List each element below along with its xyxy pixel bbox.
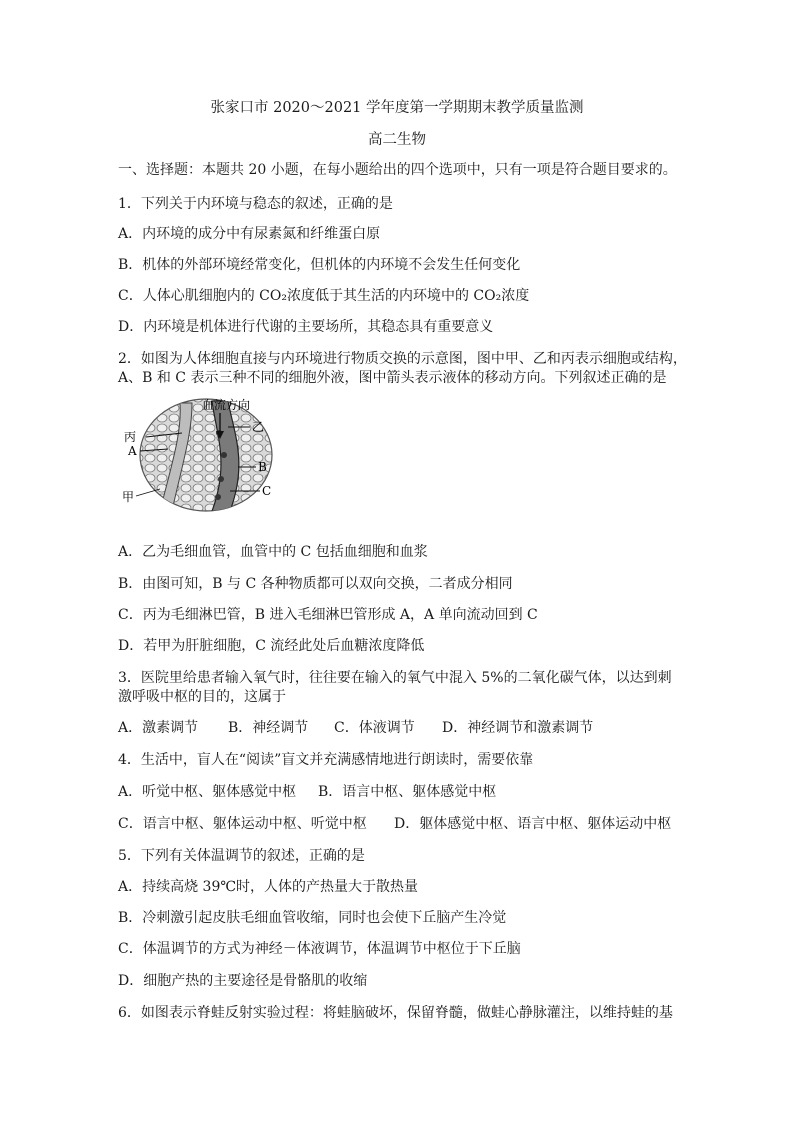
question-2-option-b: B．由图可知，B 与 C 各种物质都可以双向交换，二者成分相同 — [118, 576, 513, 592]
question-4-options-row-1 — [118, 783, 684, 801]
question-2-option-a: A．乙为毛细血管，血管中的 C 包括血细胞和血浆 — [118, 544, 428, 560]
question-3-option-c: C．体液调节 — [334, 720, 415, 736]
question-5-option-c: C．体温调节的方式为神经－体液调节，体温调节中枢位于下丘脑 — [118, 941, 521, 957]
question-2-option-c: C．丙为毛细淋巴管，B 进入毛细淋巴管形成 A，A 单向流动回到 C — [118, 607, 538, 623]
question-4-option-b: B．语言中枢、躯体感觉中枢 — [318, 784, 497, 800]
question-5-option-d: D．细胞产热的主要途径是骨骼肌的收缩 — [118, 973, 368, 989]
question-2-option-d: D．若甲为肝脏细胞，C 流经此处后血糖浓度降低 — [118, 638, 425, 654]
tissue-circle — [140, 399, 272, 511]
question-4-options-row-2 — [118, 815, 684, 833]
question-1-stem: 1．下列关于内环境与稳态的叙述，正确的是 — [118, 196, 393, 212]
capillary-diagram — [120, 393, 280, 513]
question-5-stem: 5．下列有关体温调节的叙述，正确的是 — [118, 848, 365, 864]
question-4-option-a: A．听觉中枢、躯体感觉中枢 — [118, 784, 297, 800]
question-4-stem: 4．生活中，盲人在“阅读”盲文并充满感情地进行朗读时，需要依靠 — [118, 752, 534, 768]
label-a: A — [128, 444, 137, 458]
label-jia: 甲 — [122, 490, 135, 504]
label-bing: 丙 — [124, 430, 137, 444]
label-b: B — [258, 460, 267, 474]
section-heading: 一、选择题：本题共 20 小题，在每小题给出的四个选项中，只有一项是符合题目要求的。 — [118, 162, 677, 178]
question-5-option-a: A．持续高烧 39℃时，人体的产热量大于散热量 — [118, 879, 419, 895]
question-1-option-d: D．内环境是机体进行代谢的主要场所，其稳态具有重要意义 — [118, 319, 494, 335]
subject-title: 高二生物 — [368, 132, 426, 148]
question-1-option-b: B．机体的外部环境经常变化，但机体的内环境不会发生任何变化 — [118, 257, 521, 273]
question-3-option-b: B．神经调节 — [228, 720, 309, 736]
question-2-stem-line-1: 2．如图为人体细胞直接与内环境进行物质交换的示意图，图中甲、乙和丙表示细胞或结构， — [118, 351, 687, 367]
question-3-stem-line-1: 3．医院里给患者输入氧气时，往往要在输入的氧气中混入 5%的二氧化碳气体，以达到刺 — [118, 670, 672, 686]
question-4-option-d: D．躯体感觉中枢、语言中枢、躯体运动中枢 — [394, 816, 672, 832]
label-yi: 乙 — [252, 420, 265, 434]
question-1-option-a: A．内环境的成分中有尿素氮和纤维蛋白原 — [118, 226, 381, 242]
capillary-diagram-svg — [120, 393, 280, 513]
question-1-option-c: C．人体心肌细胞内的 CO₂浓度低于其生活的内环境中的 CO₂浓度 — [118, 288, 530, 304]
question-4-option-c: C．语言中枢、躯体运动中枢、听觉中枢 — [118, 816, 367, 832]
question-3-options — [118, 719, 684, 737]
question-3-stem-line-2: 激呼吸中枢的目的，这属于 — [118, 689, 286, 705]
question-3-option-a: A．激素调节 — [118, 720, 199, 736]
question-3-option-d: D．神经调节和激素调节 — [442, 720, 594, 736]
question-6-stem: 6．如图表示脊蛙反射实验过程：将蛙脑破坏，保留脊髓，做蛙心静脉灌注，以维持蛙的基 — [118, 1005, 673, 1021]
question-5-option-b: B．冷刺激引起皮肤毛细血管收缩，同时也会使下丘脑产生冷觉 — [118, 910, 507, 926]
question-2-stem-line-2: A、B 和 C 表示三种不同的细胞外液，图中箭头表示液体的移动方向。下列叙述正确的是 — [118, 370, 667, 386]
label-c: C — [262, 484, 272, 498]
exam-title: 张家口市 2020～2021 学年度第一学期期末教学质量监测 — [210, 100, 584, 116]
flow-direction-label: 血流方向 — [202, 398, 251, 412]
